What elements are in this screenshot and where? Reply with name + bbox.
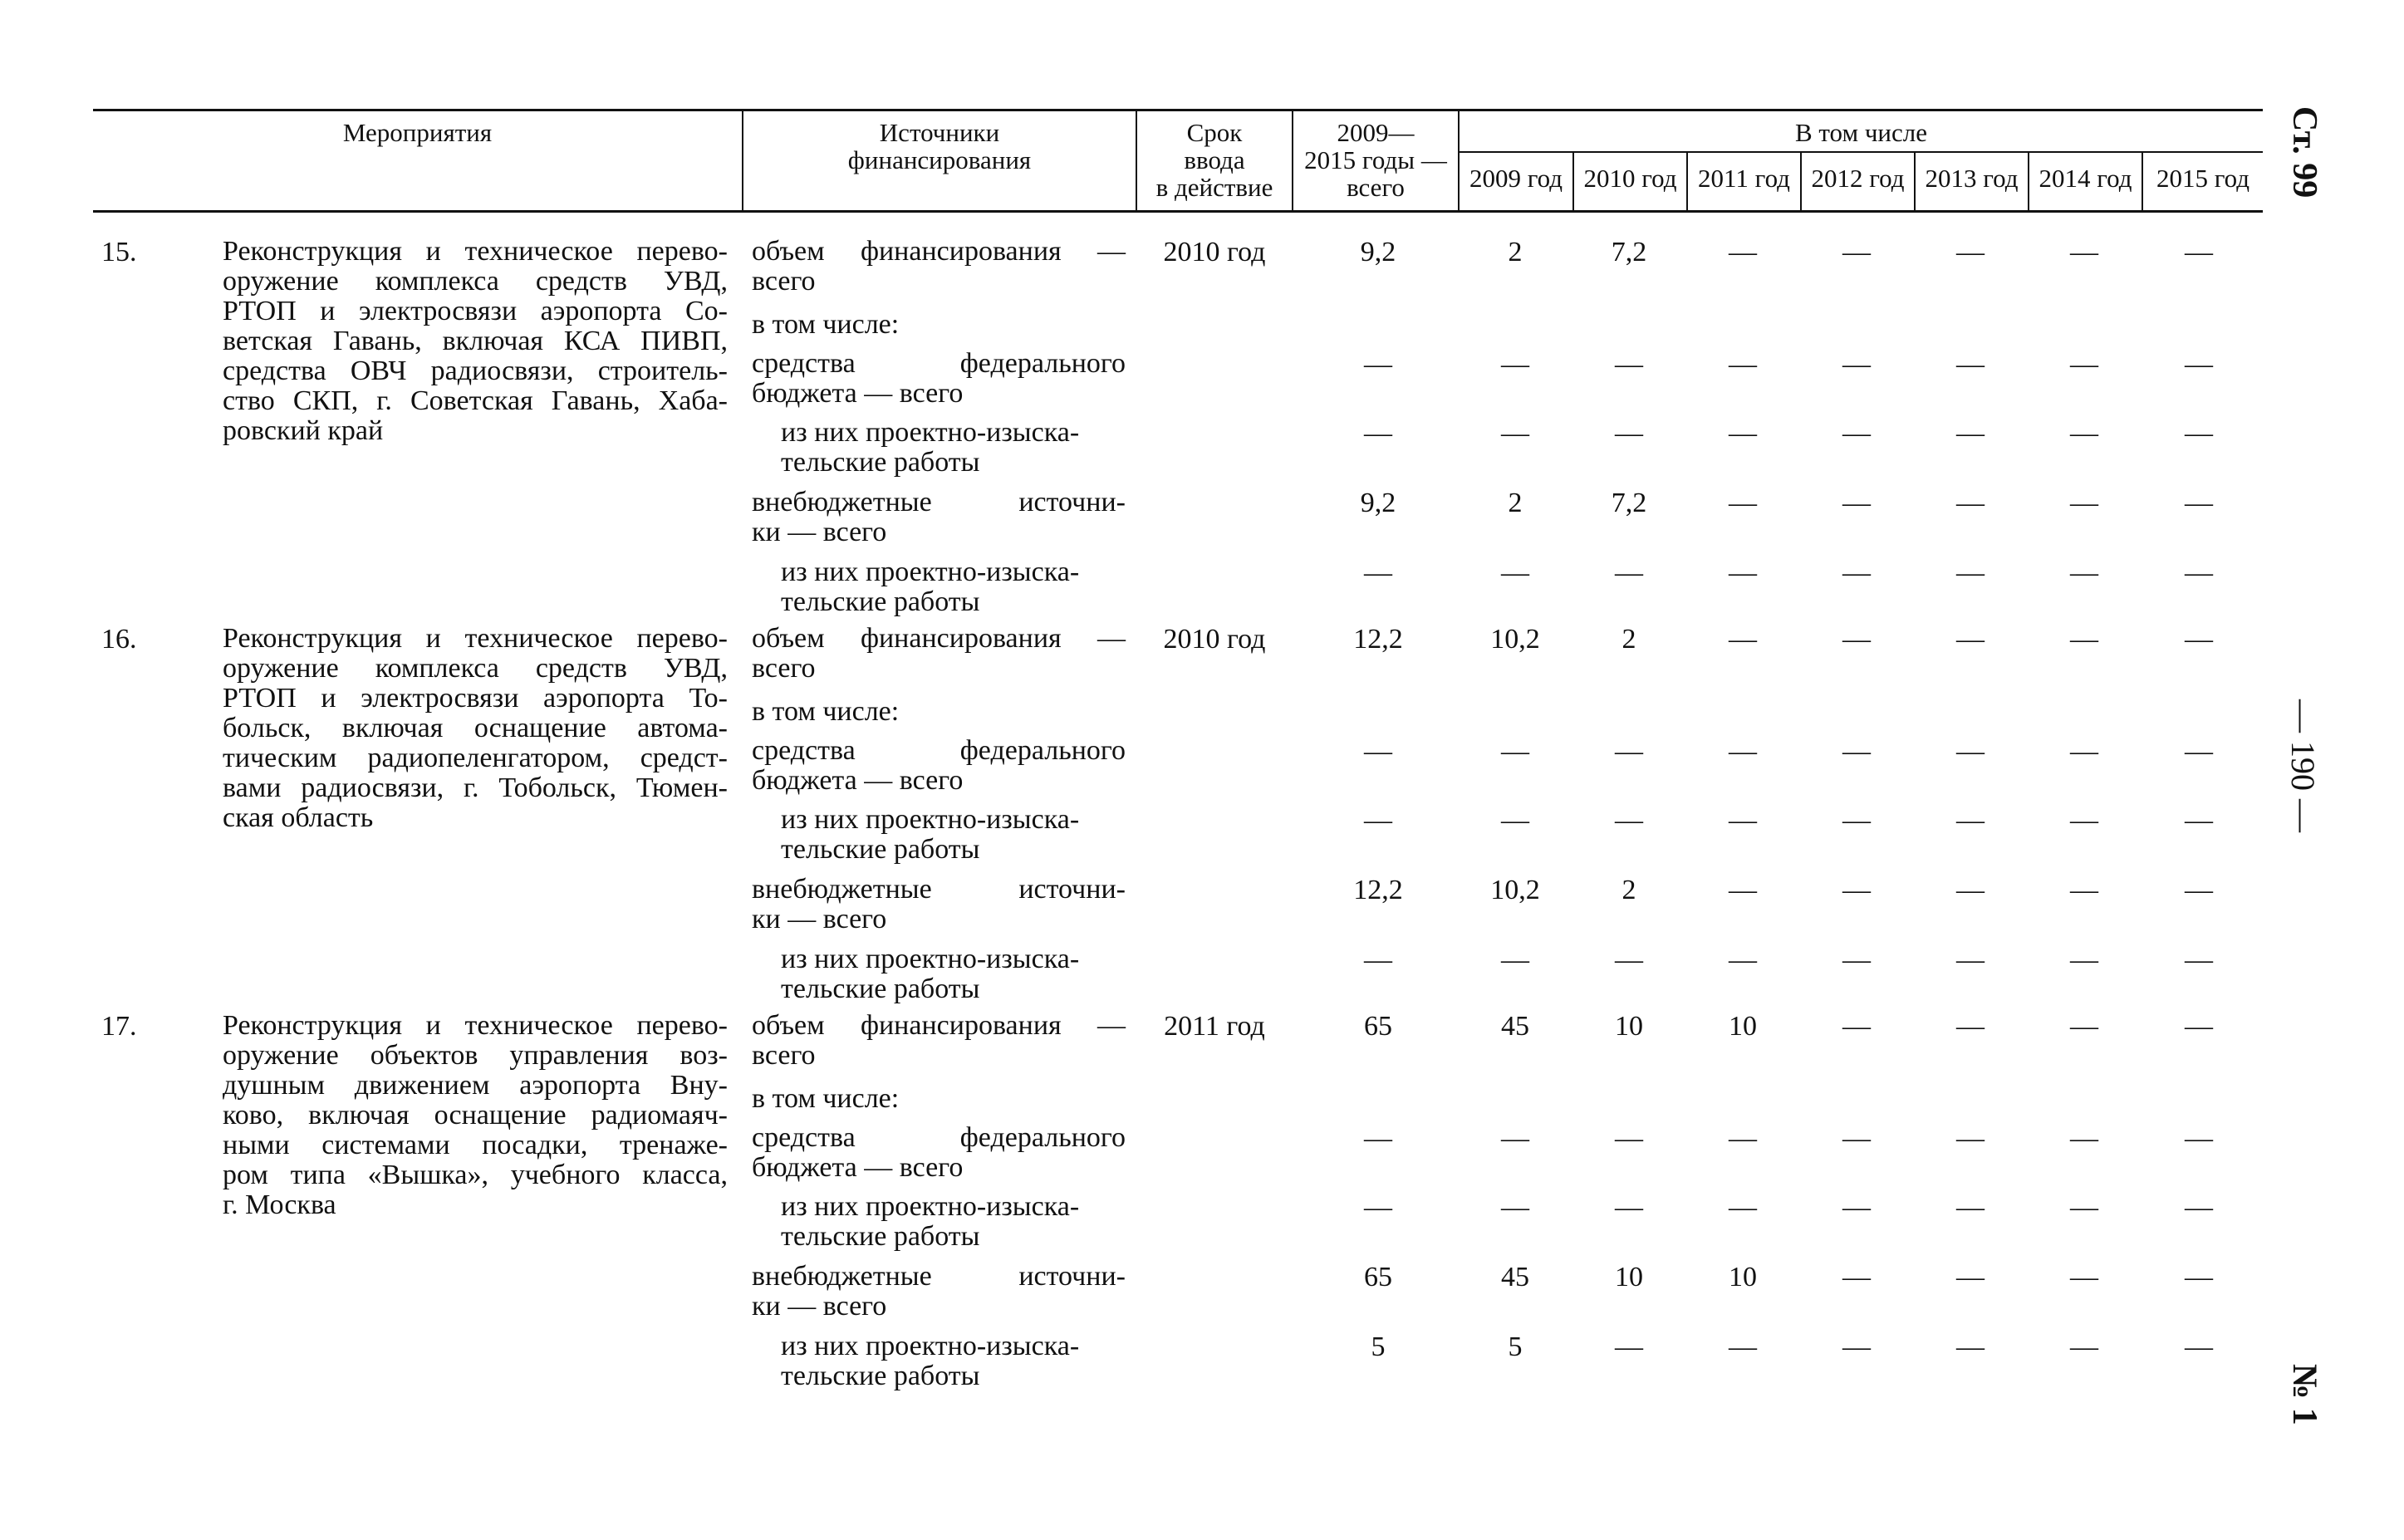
year-value: —	[1956, 1262, 1985, 1292]
year-value: 10	[1615, 1262, 1643, 1292]
header-year: 2015 год	[2156, 164, 2250, 193]
year-value: 2	[1621, 624, 1636, 655]
header-sources-line: Источники	[879, 118, 1000, 147]
source-label	[781, 805, 1126, 865]
source-label	[781, 1332, 1126, 1391]
year-value: —	[2185, 418, 2213, 449]
source-label-line: внебюджетные источни-	[752, 1261, 1126, 1292]
measure-text	[223, 624, 728, 833]
year-value: —	[1842, 349, 1871, 380]
source-label-line: внебюджетные источни-	[752, 487, 1126, 517]
source-label	[781, 1192, 1126, 1252]
year-value: —	[1842, 1332, 1871, 1362]
source-label-line: бюджета — всего	[752, 1152, 964, 1183]
source-label-line: ки — всего	[752, 517, 887, 547]
year-value: —	[1956, 418, 1985, 449]
year-value: —	[1956, 1011, 1985, 1042]
source-label	[752, 1123, 1126, 1183]
source-label-line: объем финансирования —	[752, 1010, 1126, 1041]
year-value: —	[1615, 805, 1643, 836]
year-value: —	[1956, 944, 1985, 975]
year-value: —	[1842, 736, 1871, 767]
year-value: —	[2070, 557, 2098, 588]
measure-line: оружение объектов управления воз-	[223, 1040, 728, 1071]
page-ref: Ст. 99	[2285, 106, 2323, 199]
year-value: 5	[1508, 1332, 1523, 1362]
year-value: —	[2070, 736, 2098, 767]
year-value: 2	[1508, 237, 1523, 267]
measure-line: ветская Гавань, включая КСА ПИВП,	[223, 326, 728, 356]
year-value: 45	[1501, 1262, 1529, 1292]
year-value: —	[1615, 349, 1643, 380]
header-term	[1137, 119, 1292, 201]
header-sources	[743, 119, 1136, 174]
year-value: —	[1842, 1123, 1871, 1154]
year-value: —	[1615, 1192, 1643, 1223]
measure-line: ская область	[223, 802, 374, 833]
year-value: —	[2185, 1123, 2213, 1154]
total-value: —	[1364, 557, 1392, 588]
row-number: 16.	[101, 624, 137, 655]
measure-line: г. Москва	[223, 1189, 336, 1220]
total-value: 5	[1371, 1332, 1386, 1362]
header-sources-line: финансирования	[847, 145, 1032, 174]
year-value: —	[1956, 805, 1985, 836]
measure-line: тическим радиопеленгатором, средст-	[223, 743, 728, 773]
year-value: —	[1956, 237, 1985, 267]
source-label-line: всего	[752, 1040, 816, 1071]
term-cell: 2010 год	[1163, 624, 1266, 655]
measure-line: Реконструкция и техническое перево-	[223, 1010, 728, 1041]
measure-line: ково, включая оснащение радиомаяч-	[223, 1100, 728, 1130]
source-label-line: объем финансирования —	[752, 623, 1126, 654]
source-label-line: ки — всего	[752, 1291, 887, 1322]
source-label	[752, 1084, 1126, 1114]
year-value: —	[2070, 1262, 2098, 1292]
source-label-line: средства федерального	[752, 735, 1126, 766]
year-value: —	[1615, 557, 1643, 588]
measure-line: больск, включая оснащение автома-	[223, 713, 728, 743]
year-value: —	[2070, 875, 2098, 905]
year-value: —	[1842, 1011, 1871, 1042]
source-label-line: из них проектно-изыска-	[781, 1191, 1080, 1222]
source-label-line: тельские работы	[781, 1361, 980, 1391]
source-label-line: средства федерального	[752, 1122, 1126, 1153]
year-value: —	[2185, 1192, 2213, 1223]
year-value: 2	[1508, 488, 1523, 518]
source-label	[752, 736, 1126, 796]
source-label-line: внебюджетные источни-	[752, 874, 1126, 905]
measure-line: оружение комплекса средств УВД,	[223, 653, 728, 684]
page-number: — 190 —	[2284, 699, 2322, 832]
year-value: —	[1956, 875, 1985, 905]
measure-line: ровский край	[223, 415, 384, 446]
measure-text	[223, 1011, 728, 1220]
year-value: 7,2	[1611, 237, 1647, 267]
measure-line: РТОП и электросвязи аэропорта То-	[223, 683, 728, 714]
header-including: В том числе	[1794, 118, 1927, 147]
year-value: —	[1501, 944, 1529, 975]
year-value: —	[2185, 237, 2213, 267]
year-value: —	[1956, 1123, 1985, 1154]
year-value: —	[1615, 736, 1643, 767]
header-total-line: 2009—	[1337, 118, 1415, 147]
source-label-line: из них проектно-изыска-	[781, 557, 1080, 587]
source-label-line: из них проектно-изыска-	[781, 417, 1080, 448]
total-value: —	[1364, 418, 1392, 449]
measure-line: ром типа «Вышка», учебного класса,	[223, 1160, 728, 1190]
source-label-line: тельские работы	[781, 834, 980, 865]
year-value: —	[1842, 805, 1871, 836]
year-value: —	[2070, 349, 2098, 380]
header-total-line: 2015 годы —	[1304, 145, 1447, 174]
total-value: —	[1364, 1192, 1392, 1223]
measure-line: Реконструкция и техническое перево-	[223, 236, 728, 267]
measure-line: Реконструкция и техническое перево-	[223, 623, 728, 654]
year-value: —	[1501, 557, 1529, 588]
source-label-line: в том числе:	[752, 696, 900, 727]
year-value: —	[2185, 1262, 2213, 1292]
source-label	[781, 557, 1126, 617]
table-header-bottom-rule	[93, 210, 2263, 213]
year-value: —	[1956, 1332, 1985, 1362]
year-value: —	[1842, 944, 1871, 975]
source-label	[752, 310, 1126, 340]
source-label	[752, 697, 1126, 727]
year-value: —	[2185, 1332, 2213, 1362]
table-top-rule	[93, 109, 2263, 111]
source-label-line: тельские работы	[781, 586, 980, 617]
measure-line: вами радиосвязи, г. Тобольск, Тюмен-	[223, 772, 728, 803]
total-value: 65	[1364, 1011, 1392, 1042]
year-value: —	[1956, 736, 1985, 767]
source-label-line: тельские работы	[781, 447, 980, 478]
source-label	[752, 1011, 1126, 1071]
source-label	[752, 488, 1126, 547]
total-value: 65	[1364, 1262, 1392, 1292]
total-value: —	[1364, 736, 1392, 767]
total-value: —	[1364, 349, 1392, 380]
year-value: —	[1956, 557, 1985, 588]
year-value: —	[1842, 1262, 1871, 1292]
year-value: —	[2070, 1192, 2098, 1223]
year-value: —	[2185, 349, 2213, 380]
measure-line: душным движением аэропорта Вну-	[223, 1070, 728, 1101]
term-cell: 2011 год	[1164, 1011, 1265, 1042]
header-year: 2011 год	[1698, 164, 1790, 193]
year-value: —	[1501, 1192, 1529, 1223]
year-value: —	[2070, 1332, 2098, 1362]
year-value: —	[1956, 349, 1985, 380]
year-value: —	[1501, 805, 1529, 836]
year-value: —	[1615, 1123, 1643, 1154]
measure-text	[223, 237, 728, 446]
source-label	[781, 418, 1126, 478]
total-value: —	[1364, 805, 1392, 836]
year-value: —	[2070, 805, 2098, 836]
source-label-line: бюджета — всего	[752, 378, 964, 409]
header-term-line: ввода	[1184, 145, 1245, 174]
year-value: —	[2185, 557, 2213, 588]
total-value: —	[1364, 944, 1392, 975]
total-value: 9,2	[1360, 237, 1396, 267]
year-value: —	[1842, 418, 1871, 449]
source-label	[752, 237, 1126, 297]
year-value: —	[1729, 624, 1757, 655]
year-value: 10,2	[1490, 624, 1540, 655]
row-number: 15.	[101, 237, 137, 267]
year-value: —	[1842, 624, 1871, 655]
source-label-line: из них проектно-изыска-	[781, 1331, 1080, 1361]
source-label-line: в том числе:	[752, 309, 900, 340]
issue-number: № 1	[2285, 1364, 2323, 1425]
source-label-line: всего	[752, 653, 816, 684]
source-label-line: объем финансирования —	[752, 236, 1126, 267]
source-label-line: всего	[752, 266, 816, 297]
measure-line: средства ОВЧ радиосвязи, строитель-	[223, 356, 728, 386]
year-value: —	[1501, 736, 1529, 767]
source-label-line: из них проектно-изыска-	[781, 804, 1080, 835]
year-value: —	[1729, 944, 1757, 975]
year-value: —	[1956, 488, 1985, 518]
year-value: —	[1729, 418, 1757, 449]
total-value: 12,2	[1353, 624, 1403, 655]
year-value: —	[1842, 237, 1871, 267]
source-label	[752, 349, 1126, 409]
total-value: —	[1364, 1123, 1392, 1154]
header-term-line: Срок	[1186, 118, 1243, 147]
year-value: —	[1842, 875, 1871, 905]
source-label-line: из них проектно-изыска-	[781, 944, 1080, 974]
year-value: —	[1729, 557, 1757, 588]
row-number: 17.	[101, 1011, 137, 1042]
year-value: —	[1501, 349, 1529, 380]
year-value: —	[2070, 237, 2098, 267]
measure-line: РТОП и электросвязи аэропорта Со-	[223, 296, 728, 326]
year-value: 10	[1615, 1011, 1643, 1042]
year-value: —	[2185, 805, 2213, 836]
year-value: —	[2185, 488, 2213, 518]
year-value: —	[1956, 624, 1985, 655]
year-value: —	[2185, 875, 2213, 905]
year-value: —	[2070, 1123, 2098, 1154]
source-label	[752, 875, 1126, 934]
year-value: —	[1842, 488, 1871, 518]
measure-line: оружение комплекса средств УВД,	[223, 266, 728, 297]
year-value: —	[2070, 624, 2098, 655]
year-value: —	[2070, 418, 2098, 449]
year-value: —	[1729, 349, 1757, 380]
measure-line: ство СКП, г. Советская Гавань, Хаба-	[223, 385, 728, 416]
year-value: —	[1729, 805, 1757, 836]
header-total-line: всего	[1347, 173, 1405, 202]
source-label-line: средства федерального	[752, 348, 1126, 379]
source-label-line: тельские работы	[781, 974, 980, 1004]
year-value: —	[1615, 418, 1643, 449]
year-value: —	[1501, 418, 1529, 449]
source-label-line: бюджета — всего	[752, 765, 964, 796]
year-value: 10	[1729, 1011, 1757, 1042]
total-value: 9,2	[1360, 488, 1396, 518]
source-label	[781, 944, 1126, 1004]
year-value: —	[2185, 736, 2213, 767]
measure-line: ными системами посадки, тренаже-	[223, 1130, 728, 1160]
year-value: 2	[1621, 875, 1636, 905]
year-value: —	[1729, 488, 1757, 518]
header-term-line: в действие	[1155, 173, 1273, 202]
year-value: —	[2070, 488, 2098, 518]
year-value: —	[1842, 1192, 1871, 1223]
year-value: —	[1729, 1123, 1757, 1154]
total-value: 12,2	[1353, 875, 1403, 905]
header-year: 2009 год	[1469, 164, 1563, 193]
header-year: 2012 год	[1811, 164, 1905, 193]
source-label	[752, 1262, 1126, 1322]
term-cell: 2010 год	[1163, 237, 1266, 267]
year-value: —	[1729, 237, 1757, 267]
year-value: —	[2185, 944, 2213, 975]
header-measures: Мероприятия	[342, 118, 493, 147]
year-value: —	[1729, 1332, 1757, 1362]
source-label-line: тельские работы	[781, 1221, 980, 1252]
year-value: 7,2	[1611, 488, 1647, 518]
header-year: 2014 год	[2038, 164, 2132, 193]
year-value: —	[2185, 1011, 2213, 1042]
year-value: —	[2185, 624, 2213, 655]
source-label-line: ки — всего	[752, 904, 887, 934]
year-value: —	[1842, 557, 1871, 588]
year-value: —	[1729, 875, 1757, 905]
year-value: —	[1615, 1332, 1643, 1362]
header-total	[1293, 119, 1458, 201]
year-value: —	[1729, 1192, 1757, 1223]
header-year: 2010 год	[1583, 164, 1677, 193]
year-value: —	[2070, 944, 2098, 975]
header-year: 2013 год	[1925, 164, 2019, 193]
year-value: —	[2070, 1011, 2098, 1042]
year-value: —	[1501, 1123, 1529, 1154]
year-value: 10,2	[1490, 875, 1540, 905]
year-value: —	[1729, 736, 1757, 767]
year-value: 45	[1501, 1011, 1529, 1042]
source-label	[752, 624, 1126, 684]
year-value: —	[1615, 944, 1643, 975]
year-value: 10	[1729, 1262, 1757, 1292]
year-value: —	[1956, 1192, 1985, 1223]
source-label-line: в том числе:	[752, 1083, 900, 1114]
